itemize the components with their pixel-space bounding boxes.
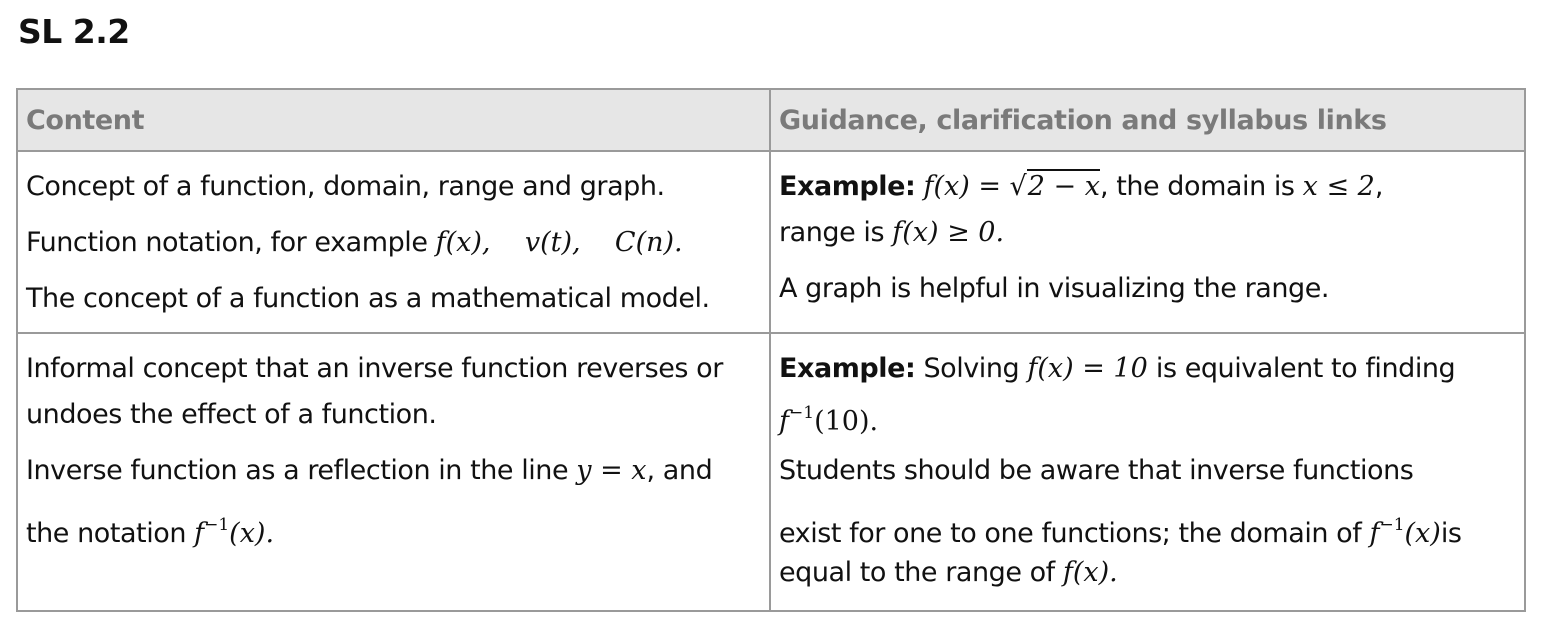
content-cell <box>17 333 770 611</box>
guidance-text-part: equal to the range of <box>779 557 1063 588</box>
math-expression: y = x <box>576 455 647 486</box>
math-expression: f(x), v(t), C(n). <box>435 227 683 258</box>
content-text <box>26 448 761 504</box>
content-text-part: the notation <box>26 518 195 549</box>
math-expression: 2 − x <box>1027 171 1100 202</box>
guidance-text <box>779 164 1516 210</box>
guidance-text-part: is equivalent to finding <box>1147 353 1456 384</box>
content-text: Informal concept that an inverse function reverses or undoes the effect of a function. <box>26 353 723 430</box>
section-heading: SL 2.2 <box>18 12 130 51</box>
math-expression: f <box>1369 518 1380 549</box>
math-expression: f(x) ≥ 0. <box>892 217 1005 248</box>
guidance-text-part: , the domain is <box>1099 171 1303 202</box>
guidance-column-header: Guidance, clarification and syllabus links <box>770 89 1525 151</box>
content-cell <box>17 151 770 333</box>
math-superscript: −1 <box>204 515 230 535</box>
sqrt-symbol: √ <box>1009 171 1027 202</box>
table-row <box>17 333 1525 611</box>
math-expression: f(x). <box>1062 557 1118 588</box>
guidance-text-part: Solving <box>915 353 1028 384</box>
example-label: Example: <box>779 171 916 202</box>
content-text <box>26 220 761 276</box>
guidance-cell <box>770 151 1525 333</box>
math-expression: (x) <box>1404 518 1441 549</box>
content-text-part: Function notation, for example <box>26 227 436 258</box>
syllabus-table <box>16 88 1526 612</box>
guidance-text-part: , <box>1374 171 1384 202</box>
math-superscript: −1 <box>1379 515 1405 535</box>
guidance-text-part: range is <box>779 217 893 248</box>
example-label: Example: <box>779 353 916 384</box>
content-text <box>26 504 761 560</box>
guidance-text <box>779 346 1516 392</box>
table-header-row <box>17 89 1525 151</box>
math-expression: f(x) = <box>923 171 1010 202</box>
math-expression: f <box>194 518 205 549</box>
guidance-text: Students should be aware that inverse functions <box>779 455 1414 486</box>
guidance-cell <box>770 333 1525 611</box>
math-expression: f <box>779 406 789 437</box>
content-text-part: , and <box>646 455 713 486</box>
guidance-text <box>779 504 1516 550</box>
guidance-text-part: exist for one to one functions; the domain of <box>779 518 1370 549</box>
guidance-text: A graph is helpful in visualizing the range. <box>779 273 1329 304</box>
math-expression: x ≤ 2 <box>1302 171 1375 202</box>
math-superscript: −1 <box>789 403 815 423</box>
guidance-text <box>779 550 1516 606</box>
math-expression: (x). <box>229 518 275 549</box>
table-row <box>17 151 1525 333</box>
guidance-text <box>779 210 1516 266</box>
guidance-text-part: is <box>1440 518 1462 549</box>
guidance-text <box>779 392 1516 448</box>
math-expression: f(x) = 10 <box>1027 353 1148 384</box>
content-text: Concept of a function, domain, range and graph. <box>26 171 665 202</box>
content-text-part: Inverse function as a reflection in the line <box>26 455 577 486</box>
content-column-header: Content <box>17 89 770 151</box>
math-expression: (10). <box>814 406 879 437</box>
content-text: The concept of a function as a mathematical model. <box>26 283 710 314</box>
